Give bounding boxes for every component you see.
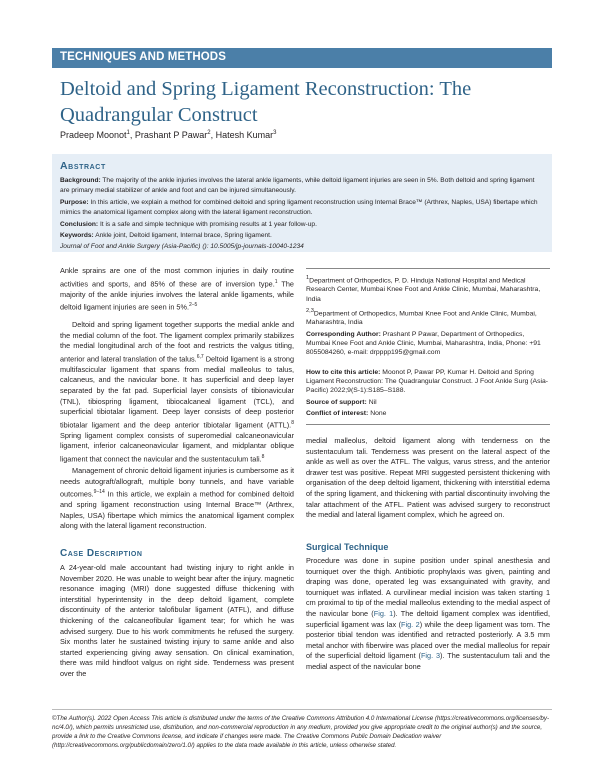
figure-link[interactable]: Fig. 2 (401, 619, 420, 629)
conflict-of-interest: Conflict of interest: None (306, 410, 387, 417)
author-list: Pradeep Moonot$^1$, Prashant P Pawar$^2$, Hatesh Kumar$^3$ (60, 130, 277, 140)
figure-link[interactable]: Fig. 1 (373, 608, 394, 618)
case-paragraph-continued: medial malleolus, deltoid ligament along with tenderness on the sustentaculum tali. Tenderness was present on the lateral aspect of the ankle as well as over the ATFL. The valgus, varus stress, and the anterior drawer test was positive. Repeat MRI suggested persistent thickening with organisation of the deep deltoid ligament, thickening with interstitial edema of the spring ligament, and thickening with partial discontinuity involving the talar attachment of the ATFL. Patient was advised surgery to reconstruct the medial and lateral ligament complex, which he agreed on. (306, 436, 550, 520)
author-affiliation-mark: 3 (273, 130, 277, 136)
author-name: Pradeep Moonot (60, 130, 127, 140)
section-banner (52, 48, 552, 68)
affiliation-divider (306, 268, 550, 269)
author-affiliation-mark: 2 (207, 130, 211, 136)
intro-paragraph-3: Management of chronic deltoid ligament injuries is cumbersome as it needs autograft/allograft, multiple bony tunnels, and have variable outcomes.$^{9-14}$ In this article, we explain a method for combined deltoid and spring ligament reconstruction using Internal Brace™ (Arthrex, Naples, USA) fibertape which mimics the anatomical ligament complex along with the lateral ligament reconstruction. (60, 466, 294, 531)
abstract-heading: Abstract (60, 160, 106, 172)
article-title: Deltoid and Spring Ligament Reconstruction: The Quadrangular Construct (60, 78, 472, 126)
surgical-paragraph: Procedure was done in supine position under spinal anesthesia and tourniquet over the thigh. Antibiotic prophylaxis was given, painting and draping was done, operated leg was exsanguinated with gravity, and tourniquet was inflated. A curvilinear medial incision was taken starting 1 cm proximal to tip of the medial malleolus extending to the medial aspect of the navicular bone (Fig. 1). The deltoid ligament complex was identified, superficial ligament was lax (Fig. 2) while the deep ligament was torn. The posterior tibial tendon was identified and retracted posteriorly. A 3.5 mm metal anchor with fiberwire was placed over the medial malleolus for repair of the superficial deltoid ligament (Fig. 3). The sustentaculum tali and the medial aspect of the navicular bone (306, 556, 551, 671)
journal-citation: Journal of Foot and Ankle Surgery (Asia-Pacific) (): 10.5005/jp-journals-10040-1234 (60, 243, 304, 250)
intro-paragraph-1: Ankle sprains are one of the most common injuries in daily routine activities and sports, and 85% of these are of inversion type.$^1$ The majority of the ankle injuries involves the lateral ankle ligaments, while deltoid ligament injuries are seen in 5%.$^{2-5}$ (60, 266, 294, 312)
figure-link[interactable]: Fig. 3 (420, 651, 441, 661)
abstract-conclusion: Conclusion: It is a safe and simple technique with promising results at 1 year follow-up. (60, 221, 317, 228)
author-affiliation-mark: 1 (126, 130, 130, 136)
abstract-purpose: Purpose: In this article, we explain a method for combined deltoid and spring ligament reconstruction using Internal Brace™ (Arthrex, Naples, USA) fibertape which mimics the anatomical ligament complex along with the lateral ligament reconstruction. (60, 199, 538, 216)
author-name: Prashant P Pawar (134, 130, 208, 140)
source-of-support: Source of support: Nil (306, 399, 377, 406)
author-name: Hatesh Kumar (215, 130, 274, 140)
banner-label: TECHNIQUES AND METHODS (60, 51, 226, 63)
affiliation-divider-bottom (306, 424, 550, 425)
how-to-cite: How to cite this article: Moonot P, Pawar PP, Kumar H. Deltoid and Spring Ligament Reconstruction: The Quadrangular Construct. J Foot Ankle Surg (Asia-Pacific) 2022;9(S-1):S185–S188. (306, 369, 549, 395)
intro-paragraph-2: Deltoid and spring ligament together supports the medial ankle and the medial column of the foot. The ligament complex primarily stabilizes the medial longitudinal arch of the foot and restricts the valgus titling, anterior and lateral translation of the talus.$^{6,7}$ Deltoid ligament is a strong multifascicular ligament that spans from medial malleolus to talus, calcaneus, and the navicular bone. It has superficial and deep layer separated by the fat pad. Superficial layer consists of tibionavicular (TNL), tibiospring ligament, tibiocalcaneal ligament (TCL), and superficial tibiotalar ligament. Deep layer consists of deep posterior tibiotalar ligament and the deep anterior tibiotalar ligament (ATTL).$^8$ Spring ligament complex consists of superomedial calcaneonavicular ligament, inferior calcaneonavicular ligament, and midplantar oblique ligament that connect the navicular and the sustentaculum tali.$^8$ (60, 320, 294, 464)
abstract-keywords: Keywords: Ankle joint, Deltoid ligament, Internal brace, Spring ligament. (60, 232, 272, 239)
case-description-heading: Case Description (60, 548, 143, 559)
surgical-technique-heading: Surgical Technique (306, 542, 389, 552)
case-paragraph: A 24-year-old male accountant had twisting injury to right ankle in November 2020. He was unable to weight bear after the injury. magnetic resonance imaging (MRI) done suggested diffuse thickening with interstitial hyperintensity in the deep deltoid ligament, complete discontinuity of the anterior talofibular ligament (ATFL), and diffuse thickening of the calcaneofibular ligament tear; for which he was advised surgery. Due to his work commitments he refused the surgery. Six months later he sustained twisting injury to same ankle and also started experiencing giving away sensation. On clinical examination, there was mild hindfoot valgus on right side. Tenderness was present over the (60, 563, 294, 678)
corresponding-author: Corresponding Author: Prashant P Pawar, Department of Orthopedics, Mumbai Knee Foot and Ankle Clinic, Mumbai, Maharashtra, India, Phone: +91 8055084260, e-mail: drpppp195@gmail.com (306, 331, 541, 357)
affiliation-2: $^{2,3}$Department of Orthopedics, Mumbai Knee Foot and Ankle Clinic, Mumbai, Maharashtra, India (306, 308, 537, 327)
license-footer: ©The Author(s). 2022 Open Access This article is distributed under the terms of the Creative Commons Attribution 4.0 International License (https://creativecommons.org/licenses/by-nc/4.0/), which permits unrestricted use, distribution, and non-commercial reproduction in any medium, provided you give appropriate credit to the original author(s) and the source, provide a link to the Creative Commons license, and indicate if changes were made. The Creative Commons Public Domain Dedication waiver (http://creativecommons.org/publicdomain/zero/1.0/) applies to the data made available in this article, unless otherwise stated. (52, 715, 550, 749)
footer-divider (52, 709, 552, 710)
abstract-background: Background: The majority of the ankle injuries involves the lateral ankle ligaments, while deltoid ligament injuries are seen in 5%. Both deltoid and spring ligament are primary medial stabilizer of ankle and foot and can be injured simultaneously. (60, 177, 535, 194)
affiliation-1: $^1$Department of Orthopedics, P. D. Hinduja National Hospital and Medical Research Center, Mumbai Knee Foot and Ankle Clinic, Mumbai, Maharashtra, India (306, 275, 541, 303)
